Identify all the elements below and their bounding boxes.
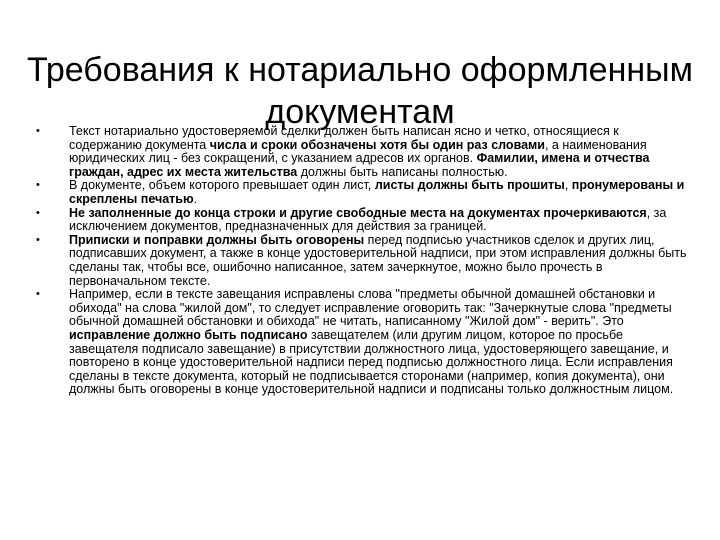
bullet-text: перед подписью участников сделок и других лиц, подписавших документ, а также в конце удостоверительной надписи, при этом исправления должны быть сделаны так, чтобы все, ошибочно написанное, затем зачеркнутое, можно было прочесть в первоначальном тексте. xyxy=(69,232,687,288)
bullet-list xyxy=(36,125,688,397)
bullet-text: , xyxy=(564,178,572,193)
bullet-point-icon: • xyxy=(36,233,40,246)
bullet-text-bold: Не заполненные до конца строки и другие свободные места на документах прочеркиваются xyxy=(69,205,647,220)
bullet-text-bold: исправление должно быть подписано xyxy=(69,327,308,342)
bullet-text: Текст нотариально удостоверяемой сделки должен быть написан ясно и четко, относящиеся к содержанию документа xyxy=(69,124,619,152)
bullet-text: , а наименования юридических лиц - без сокращений, с указанием адресов их органов. xyxy=(69,137,647,166)
bullet-text: должны быть написаны полностью. xyxy=(297,164,508,179)
bullet-item xyxy=(36,207,688,234)
bullet-item xyxy=(36,234,688,288)
bullet-text-bold: листы должны быть прошиты xyxy=(374,178,565,193)
bullet-item xyxy=(36,125,688,179)
bullet-item xyxy=(36,179,688,206)
bullet-text: , за исключением документов, предназначенных для действия за границей. xyxy=(69,205,667,234)
bullet-point-icon: • xyxy=(36,179,40,192)
bullet-text: В документе, объем которого превышает один лист, xyxy=(69,178,375,193)
bullet-text-bold: числа и сроки обозначены хотя бы один раз словами xyxy=(209,137,545,152)
bullet-point-icon: • xyxy=(36,125,40,137)
bullet-text: Например, если в тексте завещания исправлены слова "предметы обычной домашней обстановки и обихода" на слова "жилой дом", то следует исправление оговорить так: "Зачеркнутые слова "предметы обычной домашней обстановки и обихода" не читать, написанному "Жилой дом" - верить". Это xyxy=(69,287,672,329)
bullet-text-bold: пронумерованы и скреплены печатью xyxy=(69,178,685,206)
bullet-item xyxy=(36,288,688,397)
bullet-text-bold: Приписки и поправки должны быть оговорены xyxy=(69,232,365,247)
slide-title: Требования к нотариально оформленным документам xyxy=(27,50,693,131)
bullet-point-icon: • xyxy=(36,288,40,301)
bullet-text-bold: Фамилии, имена и отчества граждан, адрес их места жительства xyxy=(69,151,650,179)
bullet-text: . xyxy=(193,191,198,206)
bullet-point-icon: • xyxy=(36,206,40,219)
bullet-text: завещателем (или другим лицом, которое по просьбе завещателя подписало завещание) в присутствии должностного лица, удостоверяющего завещание, и повторено в конце удостоверительной надписи перед подписью должностного лица. Если исправления сделаны в тексте документа, который не подписывается сторонами (например, копия документа), они должны быть оговорены в конце удостоверительной надписи и подписаны только должностным лицом. xyxy=(69,327,674,397)
